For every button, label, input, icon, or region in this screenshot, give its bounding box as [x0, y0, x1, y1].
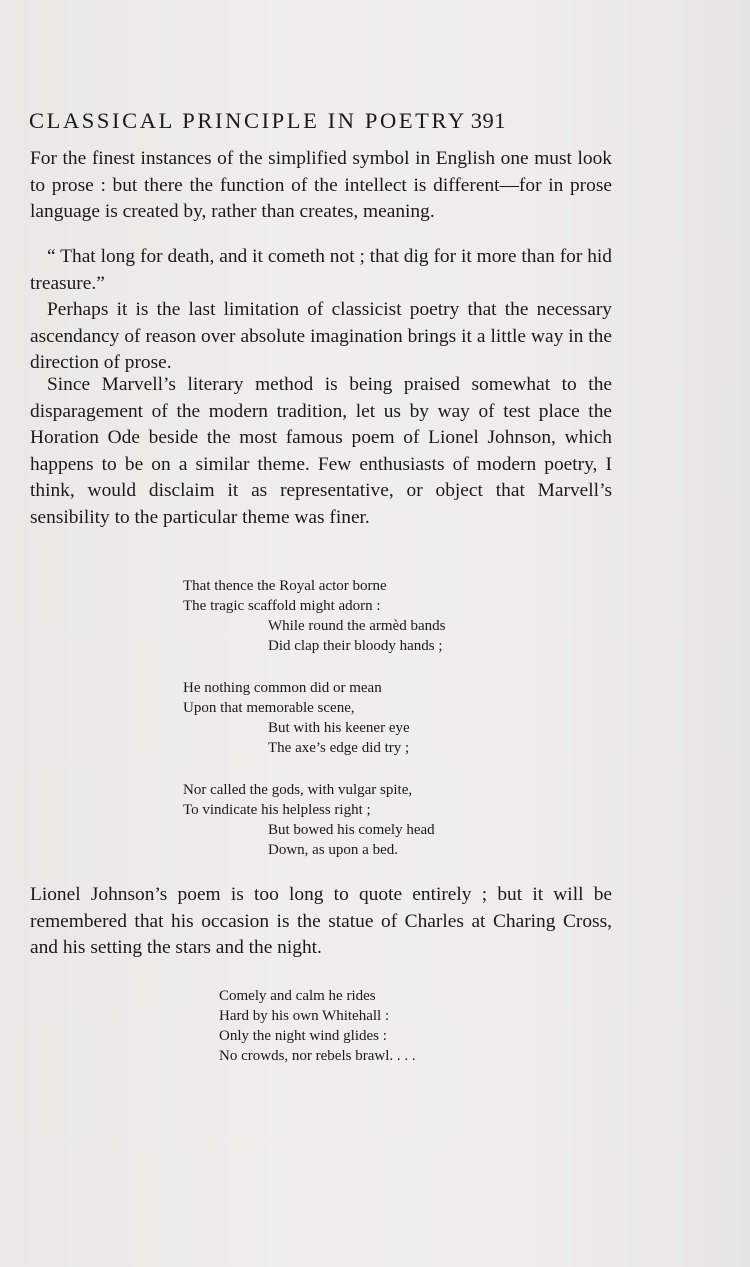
running-header: [29, 106, 619, 136]
verse-line: Down, as upon a bed.: [268, 842, 398, 858]
page-number: 391: [470, 108, 506, 133]
verse-quotation-johnson: [219, 986, 416, 1066]
verse-line: That thence the Royal actor borne: [183, 578, 387, 594]
paragraph-text: “ That long for death, and it cometh not ; that dig for it more than for hid treasure.”: [30, 246, 612, 294]
paragraph-limitation: [30, 297, 612, 377]
paragraph-johnson-poem: [30, 882, 612, 962]
verse-line: To vindicate his helpless right ;: [183, 802, 371, 818]
verse-line: While round the armèd bands: [268, 618, 446, 634]
verse-line: Did clap their bloody hands ;: [268, 638, 443, 654]
paragraph-marvell-comparison: [30, 372, 612, 532]
paragraph-text: Since Marvell’s literary method is being praised somewhat to the disparagement of the modern tradition, let us by way of test place the Horation Ode beside the most famous poem of Lionel Johnson, which happens to be on a similar theme. Few enthusiasts of modern poetry, I think, would disclaim it as representative, or object that Marvell’s sensibility to the particular theme was finer.: [30, 374, 612, 528]
verse-line: But with his keener eye: [268, 720, 410, 736]
verse-line: Hard by his own Whitehall :: [219, 1008, 390, 1024]
verse-line: But bowed his comely head: [268, 822, 435, 838]
stanza-break: [183, 758, 445, 780]
verse-line: Nor called the gods, with vulgar spite,: [183, 782, 413, 798]
verse-line: No crowds, nor rebels brawl. . . .: [219, 1048, 416, 1064]
running-title: CLASSICAL PRINCIPLE IN POETRY: [29, 108, 467, 133]
paragraph-prose-symbol: [30, 146, 612, 226]
paragraph-quotation: [30, 244, 612, 297]
verse-line: Only the night wind glides :: [219, 1028, 387, 1044]
verse-line: Upon that memorable scene,: [183, 700, 355, 716]
verse-line: The tragic scaffold might adorn :: [183, 598, 381, 614]
verse-quotation-marvell: [183, 576, 445, 860]
verse-line: He nothing common did or mean: [183, 680, 382, 696]
paragraph-text: Perhaps it is the last limitation of classicist poetry that the necessary ascendancy of reason over absolute imagination brings it a little way in the direction of prose.: [30, 299, 612, 374]
verse-line: Comely and calm he rides: [219, 988, 376, 1004]
paragraph-text: For the finest instances of the simplified symbol in English one must look to prose : but there the function of the intellect is different—for in prose language is created by, rather than creates, meaning.: [30, 148, 612, 223]
verse-line: The axe’s edge did try ;: [268, 740, 410, 756]
stanza-break: [183, 656, 445, 678]
paragraph-text: Lionel Johnson’s poem is too long to quote entirely ; but it will be remembered that his occasion is the statue of Charles at Charing Cross, and his setting the stars and the night.: [30, 884, 612, 959]
